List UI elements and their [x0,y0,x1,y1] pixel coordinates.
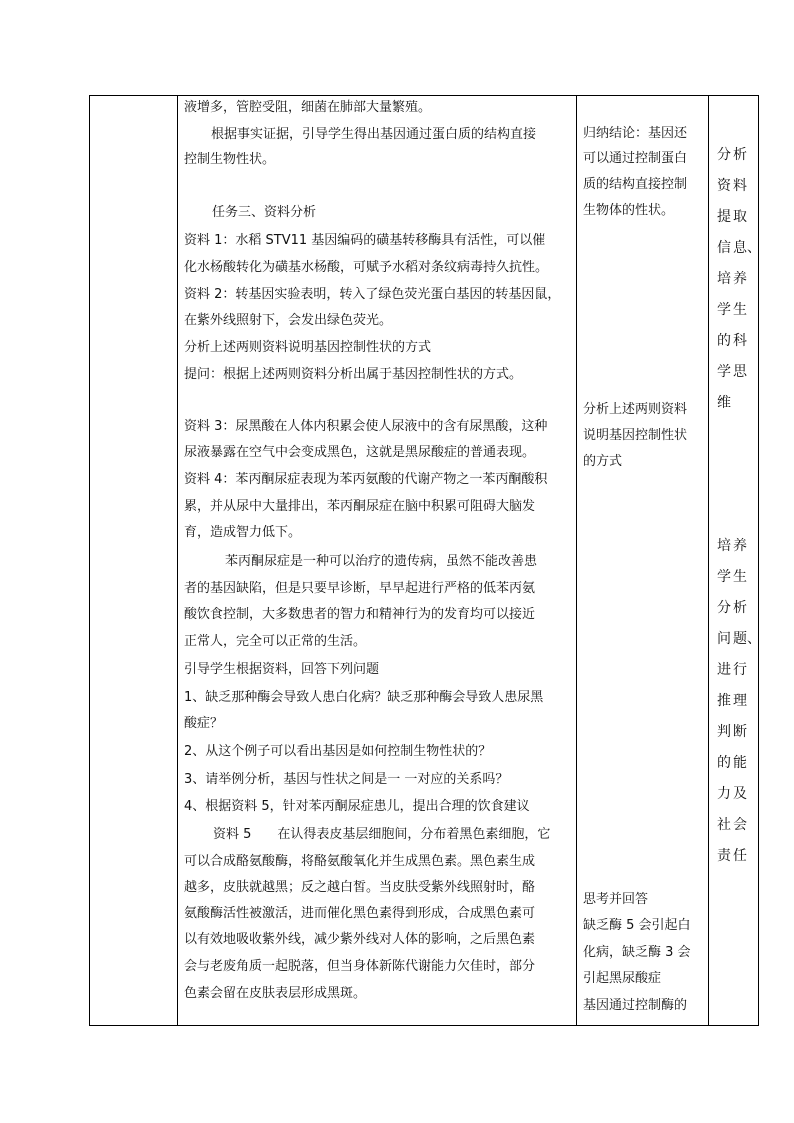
content-line: 化水杨酸转化为磺基水杨酸，可赋予水稻对条纹病毒持久抗性。 [184,260,549,275]
intent-char: 提 [717,209,731,225]
intent-char: 培 [717,538,731,554]
content-line: 酸饮食控制，大多数患者的智力和精神行为的发育均可以接近 [184,607,536,622]
intent-char: 推 [717,693,731,709]
intent-char: 维 [717,395,731,411]
student-line: 归纳结论：基因还 [583,126,688,141]
content-line: 氨酸酶活性被激活，进而催化黑色素得到形成，合成黑色素可 [184,906,536,921]
student-line: 可以通过控制蛋白 [583,151,688,166]
student-line: 质的结构直接控制 [583,177,688,192]
intent-char: 会 [733,817,747,833]
question-line: 4、根据资料 5，针对苯丙酮尿症患儿，提出合理的饮食建议 [184,799,530,814]
intent-char: 社 [717,817,731,833]
column-divider-2 [576,95,577,1026]
intent-char: 养 [733,538,747,554]
intent-char: 力 [717,786,731,802]
content-line: 会与老废角质一起脱落，但当身体新陈代谢能力欠佳时，部分 [184,959,536,974]
content-line: 正常人，完全可以正常的生活。 [184,634,367,649]
intent-char: 生 [733,569,747,585]
content-line: 苯丙酮尿症是一种可以治疗的遗传病，虽然不能改善患 [225,554,538,569]
intent-char: 问 [717,631,731,647]
intent-char: 信 [717,240,731,256]
intent-char: 料 [733,178,747,194]
intent-char: 培 [717,271,731,287]
intent-char: 断 [733,724,747,740]
intent-char: 学 [717,364,731,380]
content-line: 资料 3：尿黑酸在人体内积累会使人尿液中的含有尿黑酸，这种 [184,419,548,434]
section-heading: 任务三、资料分析 [212,205,317,220]
student-line: 说明基因控制性状 [583,428,688,443]
intent-char: 分 [717,147,731,163]
column-divider-1 [177,95,178,1026]
intent-char: 理 [733,693,747,709]
content-line: 资料 5 在认得表皮基层细胞间，分布着黑色素细胞，它 [213,827,551,842]
intent-char: 取 [733,209,747,225]
table-bottom-border [89,1025,759,1026]
content-line: 越多，皮肤就越黑；反之越白皙。当皮肤受紫外线照射时，酪 [184,880,536,895]
content-line: 提问：根据上述两则资料分析出属于基因控制性状的方式。 [184,367,523,382]
question-line: 3、请举例分析，基因与性状之间是一 一对应的关系吗？ [184,772,509,787]
intent-char: 学 [717,569,731,585]
content-line: 液增多，管腔受阻，细菌在肺部大量繁殖。 [184,100,432,115]
content-line: 者的基因缺陷，但是只要早诊断，早早起进行严格的低苯丙氨 [184,581,536,596]
intent-char: 析 [733,600,747,616]
question-line: 酸症？ [184,716,224,731]
content-line: 资料 4：苯丙酮尿症表现为苯丙氨酸的代谢产物之一苯丙酮酸积 [184,472,548,487]
intent-char: 题、 [733,631,761,647]
question-line: 1、缺乏那种酶会导致人患白化病？缺乏那种酶会导致人患尿黑 [184,690,544,705]
content-line: 引导学生根据资料，回答下列问题 [184,662,380,677]
intent-char: 生 [733,302,747,318]
student-line: 生物体的性状。 [583,203,675,218]
content-line: 分析上述两则资料说明基因控制性状的方式 [184,340,432,355]
intent-char: 进 [717,662,731,678]
intent-char: 的 [717,333,731,349]
content-line: 尿液暴露在空气中会变成黑色，这就是黑尿酸症的普通表现。 [184,445,536,460]
intent-char: 息、 [733,240,761,256]
table-left-border [89,95,90,1026]
column-divider-3 [708,95,709,1026]
student-line: 分析上述两则资料 [583,402,688,417]
content-line: 根据事实证据，引导学生得出基因通过蛋白质的结构直接 [211,127,537,142]
intent-char: 析 [733,147,747,163]
intent-char: 判 [717,724,731,740]
intent-char: 资 [717,178,731,194]
content-line: 以有效地吸收紫外线，减少紫外线对人体的影响，之后黑色素 [184,932,536,947]
intent-char: 行 [733,662,747,678]
content-line: 累，并从尿中大量排出，苯丙酮尿症在脑中积累可阻碍大脑发 [184,499,536,514]
intent-char: 思 [733,364,747,380]
table-right-border [758,95,759,1026]
student-line: 化病，缺乏酶 3 会 [583,945,691,960]
content-line: 资料 1：水稻 STV11 基因编码的磺基转移酶具有活性，可以催 [184,233,546,248]
content-line: 控制生物性状。 [184,152,276,167]
content-line: 色素会留在皮肤表层形成黑斑。 [184,986,367,1001]
intent-char: 分 [717,600,731,616]
intent-char: 学 [717,302,731,318]
intent-char: 责 [717,848,731,864]
student-line: 缺乏酶 5 会引起白 [583,918,691,933]
intent-char: 科 [733,333,747,349]
intent-char: 任 [733,848,747,864]
intent-char: 的 [717,755,731,771]
intent-char: 及 [733,786,747,802]
intent-char: 养 [733,271,747,287]
student-line: 引起黑尿酸症 [583,971,662,986]
student-line: 基因通过控制酶的 [583,998,688,1013]
table-top-border [89,95,759,96]
student-line: 的方式 [583,454,623,469]
content-line: 可以合成酪氨酸酶，将酪氨酸氧化并生成黑色素。黑色素生成 [184,854,536,869]
question-line: 2、从这个例子可以看出基因是如何控制生物性状的？ [184,744,492,759]
content-line: 资料 2：转基因实验表明，转入了绿色荧光蛋白基因的转基因鼠， [184,287,561,302]
content-line: 育，造成智力低下。 [184,525,302,540]
intent-char: 能 [733,755,747,771]
content-line: 在紫外线照射下，会发出绿色荧光。 [184,313,393,328]
student-line: 思考并回答 [583,892,649,907]
